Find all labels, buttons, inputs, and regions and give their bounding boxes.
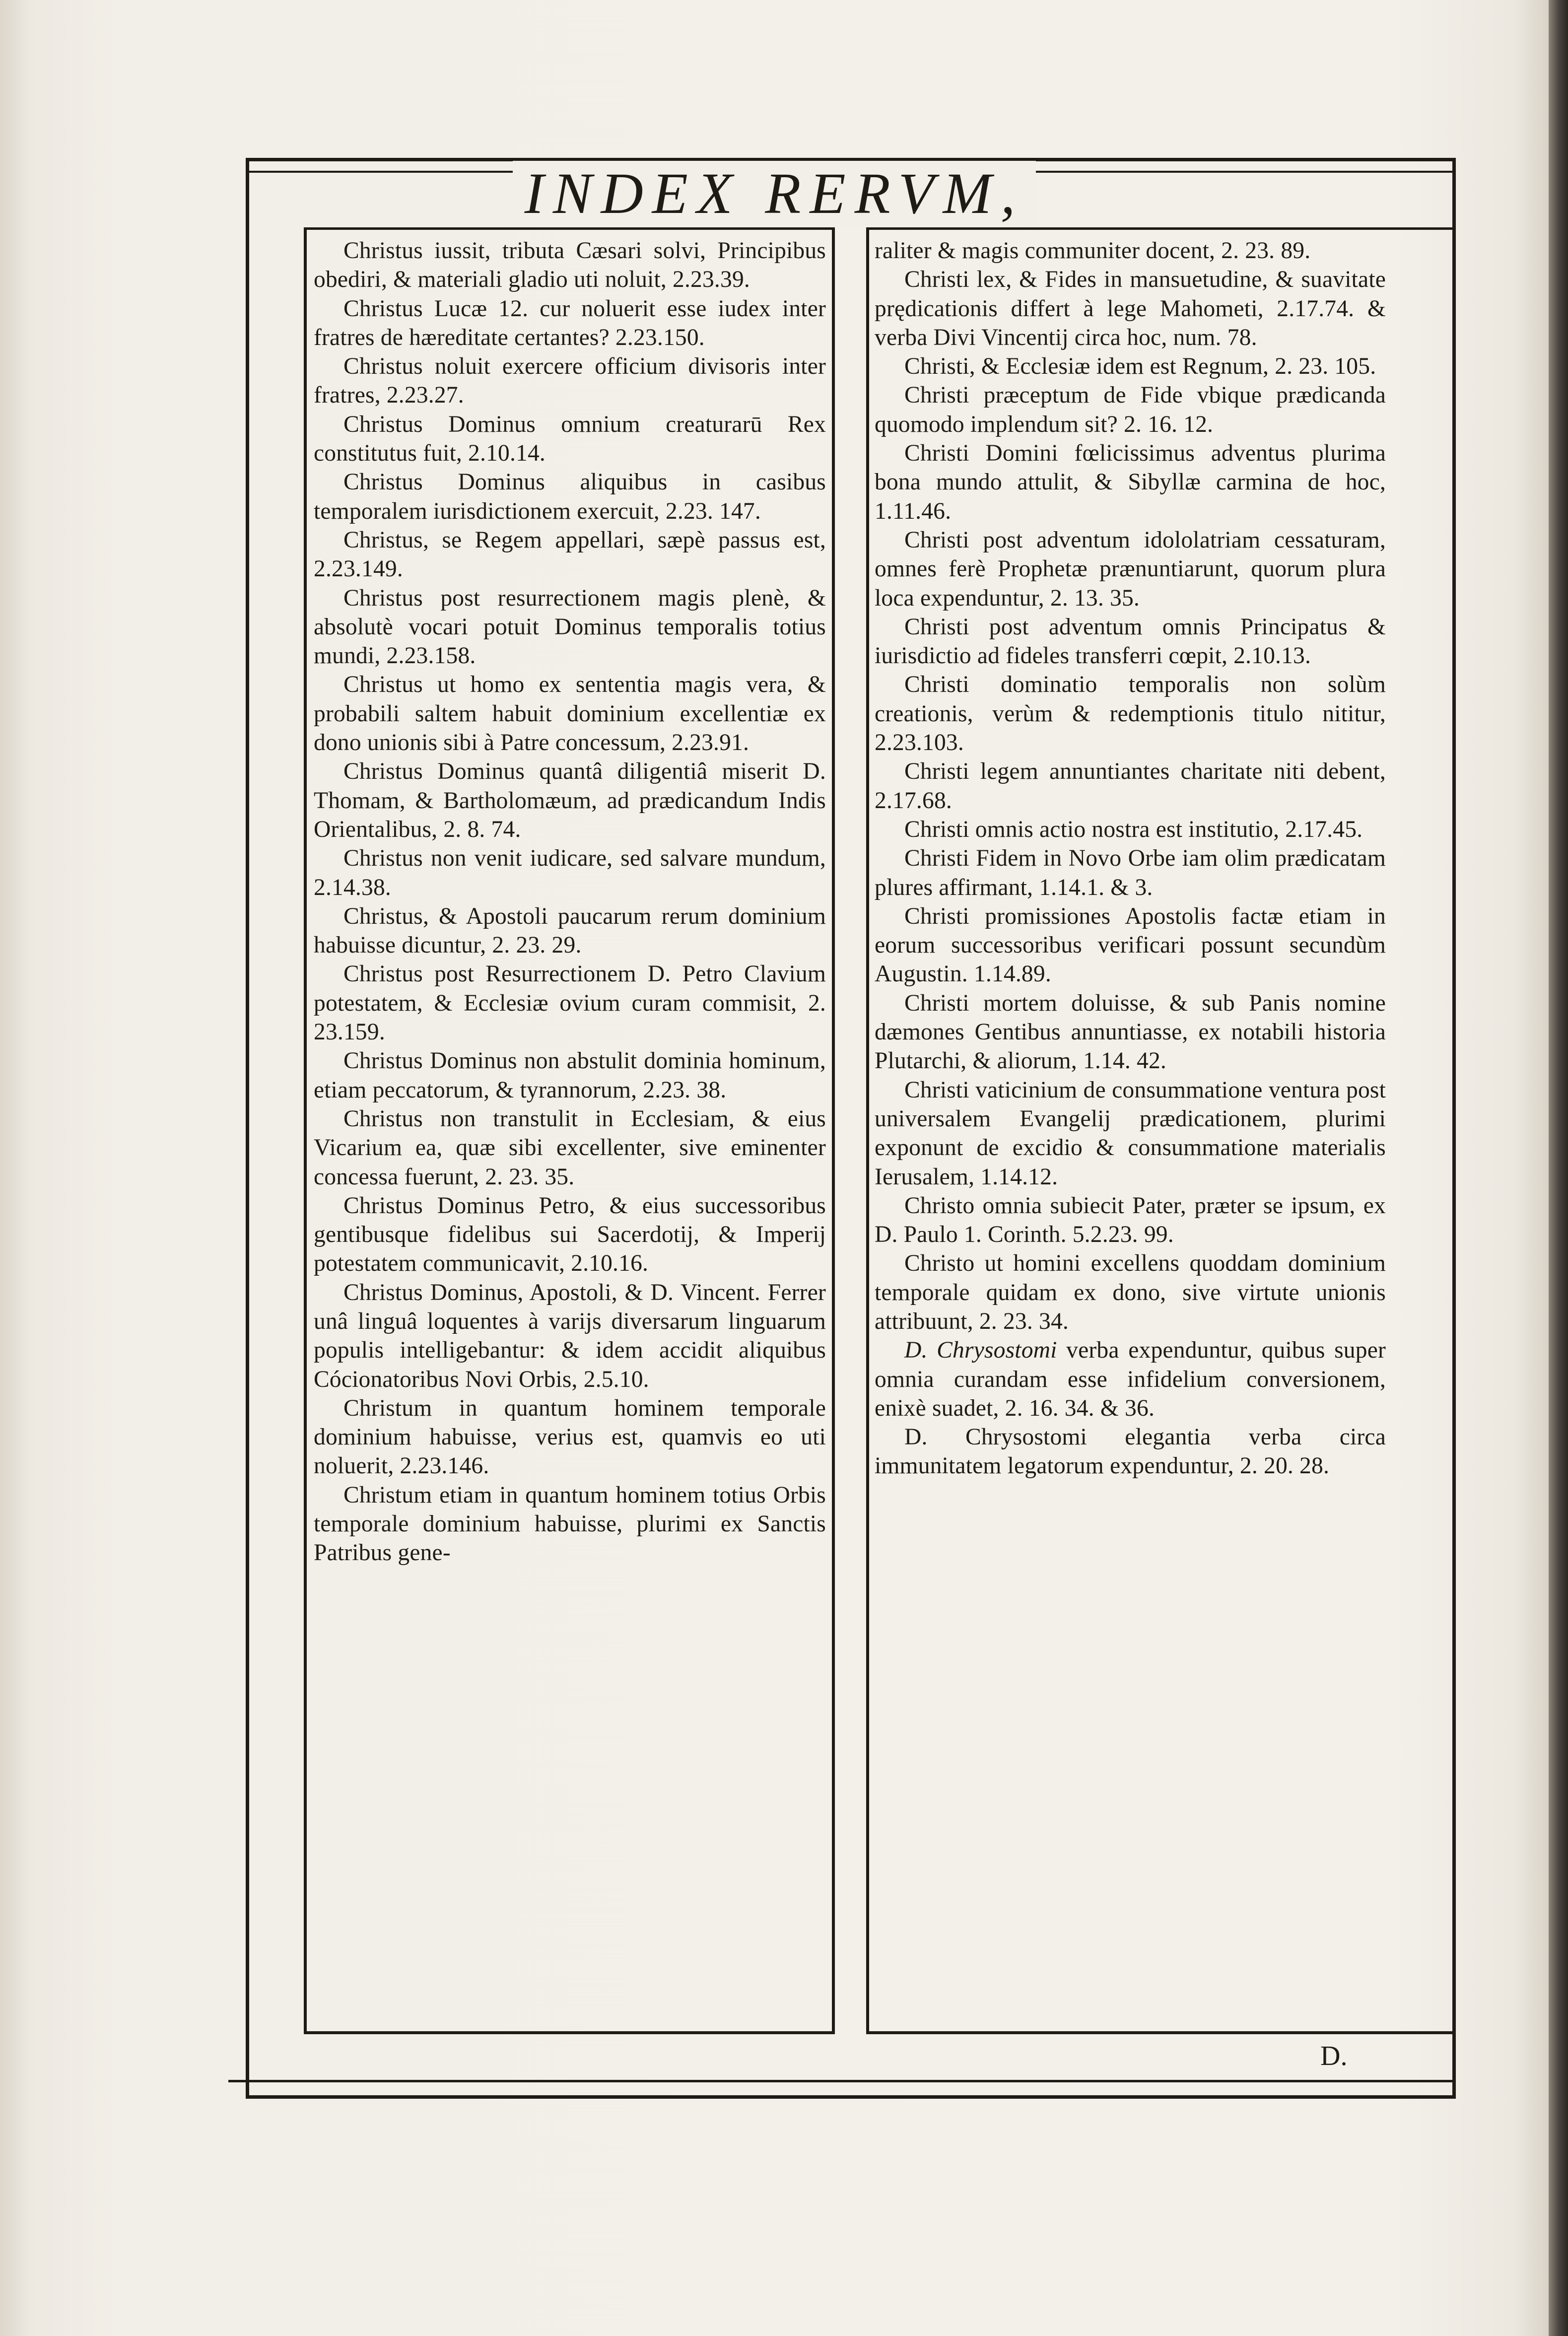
index-entry: Christus post resurrectionem magis plenè, & absolutè vocari potuit Dominus temporalis totius mundi, 2.23.158. — [314, 585, 826, 669]
index-entry: Christi dominatio temporalis non solùm creationis, verùm & redemptionis titulo nititur, 2.23.103. — [875, 672, 1386, 756]
index-entry: Christi mortem doluisse, & sub Panis nomine dæmones Gentibus annuntiasse, ex notabili historia Plutarchi, & aliorum, 1.14. 42. — [875, 990, 1386, 1074]
page-edge — [1549, 0, 1568, 2336]
index-entry: Christus noluit exercere officium divisoris inter fratres, 2.23.27. — [314, 353, 826, 409]
index-entry: Christo ut homini excellens quoddam dominium temporale quidam ex dono, sive virtute unionis attribuunt, 2. 23. 34. — [875, 1250, 1386, 1334]
index-entry: Christi post adventum idololatriam cessaturam, omnes ferè Prophetæ prænuntiarunt, quorum plura loca expenduntur, 2. 13. 35. — [875, 527, 1386, 611]
index-entry: Christus Dominus, Apostoli, & D. Vincent. Ferrer unâ linguâ loquentes à varijs diversarum linguarum populis intelligebantur: & idem accidit aliquibus Cócionatoribus Novi Orbis, 2.5.10. — [314, 1279, 826, 1392]
index-entry: Christi lex, & Fides in mansuetudine, & suavitate prędicationis differt à lege Mahometi, 2.17.74. & verba Divi Vincentij circa hoc, num. 78. — [875, 267, 1386, 350]
index-entry: D. Chrysostomi elegantia verba circa immunitatem legatorum expenduntur, 2. 20. 28. — [875, 1424, 1386, 1479]
index-entry: Christus Lucæ 12. cur noluerit esse iudex inter fratres de hæreditate certantes? 2.23.150. — [314, 295, 826, 350]
index-entry: raliter & magis communiter docent, 2. 23. 89. — [875, 238, 1311, 264]
right-column — [875, 236, 1386, 1481]
index-entry: Christus, & Apostoli paucarum rerum dominium habuisse dicuntur, 2. 23. 29. — [314, 903, 826, 959]
index-entry: Christum in quantum hominem temporale dominium habuisse, verius est, quamvis eo uti noluerit, 2.23.146. — [314, 1395, 826, 1479]
index-entry: Christus ut homo ex sententia magis vera, & probabili saltem habuit dominium excellentiæ ex dono unionis sibi à Patre concessum, 2.23.91. — [314, 672, 826, 756]
index-entry: Christus post Resurrectionem D. Petro Clavium potestatem, & Ecclesiæ ovium curam commisit, 2. 23.159. — [314, 961, 826, 1045]
index-entry: Christus, se Regem appellari, sæpè passus est, 2.23.149. — [314, 527, 826, 582]
running-head-text: INDEX RERVM, — [513, 161, 1036, 226]
catchword: D. — [1320, 2041, 1348, 2071]
index-entry: Christum etiam in quantum hominem totius Orbis temporale dominium habuisse, plurimi ex Sanctis Patribus gene- — [314, 1482, 826, 1566]
index-entry: Christi Fidem in Novo Orbe iam olim prædicatam plures affirmant, 1.14.1. & 3. — [875, 845, 1386, 900]
frame-bottom-rule — [228, 2080, 1454, 2082]
index-entry: Christi promissiones Apostolis factæ etiam in eorum successoribus verificari possunt secundùm Augustin. 1.14.89. — [875, 903, 1386, 987]
index-entry: Christus Dominus Petro, & eius successoribus gentibusque fidelibus sui Sacerdotij, & Imperij potestatem communicavit, 2.10.16. — [314, 1192, 826, 1277]
running-head — [0, 161, 1549, 226]
index-entry: Christus non venit iudicare, sed salvare mundum, 2.14.38. — [314, 845, 826, 900]
index-entry: Christi præceptum de Fide vbique prædicanda quomodo implendum sit? 2. 16. 12. — [875, 382, 1386, 437]
entry-lead: D. Chrysostomi — [904, 1337, 1057, 1364]
index-entry: Christi omnis actio nostra est institutio, 2.17.45. — [904, 816, 1363, 842]
index-entry: Christi legem annuntiantes charitate niti debent, 2.17.68. — [875, 758, 1386, 814]
index-entry: Christus non transtulit in Ecclesiam, & eius Vicarium ea, quæ sibi excellenter, sive eminenter concessa fuerunt, 2. 23. 35. — [314, 1105, 826, 1190]
index-entry: Christus iussit, tributa Cæsari solvi, Principibus obediri, & materiali gladio uti noluit, 2.23.39. — [314, 238, 826, 293]
index-entry: Christi Domini fœlicissimus adventus plurima bona mundo attulit, & Sibyllæ carmina de hoc, 1.11.46. — [875, 440, 1386, 524]
index-entry: Christus Dominus quantâ diligentiâ miserit D. Thomam, & Bartholomæum, ad prædicandum Indis Orientalibus, 2. 8. 74. — [314, 758, 826, 842]
index-entry: Christus Dominus non abstulit dominia hominum, etiam peccatorum, & tyrannorum, 2.23. 38. — [314, 1048, 826, 1103]
index-entry — [875, 1336, 1386, 1423]
index-entry: Christi, & Ecclesiæ idem est Regnum, 2. 23. 105. — [904, 353, 1376, 380]
index-entry: Christi vaticinium de consummatione ventura post universalem Evangelij prædicationem, plurimi exponunt de excidio & consummatione materialis Ierusalem, 1.14.12. — [875, 1077, 1386, 1190]
index-entry: Christo omnia subiecit Pater, præter se ipsum, ex D. Paulo 1. Corinth. 5.2.23. 99. — [875, 1192, 1386, 1248]
left-column — [314, 236, 826, 1568]
index-entry: Christus Dominus omnium creaturarū Rex constitutus fuit, 2.10.14. — [314, 411, 826, 467]
index-entry: Christus Dominus aliquibus in casibus temporalem iurisdictionem exercuit, 2.23. 147. — [314, 469, 826, 524]
entry-text: verba expenduntur, quibus super omnia curandam esse infidelium conversionem, enixè suadet, 2. 16. 34. & 36. — [875, 1337, 1386, 1421]
index-entry: Christi post adventum omnis Principatus & iurisdictio ad fideles transferri cœpit, 2.10.13. — [875, 614, 1386, 669]
